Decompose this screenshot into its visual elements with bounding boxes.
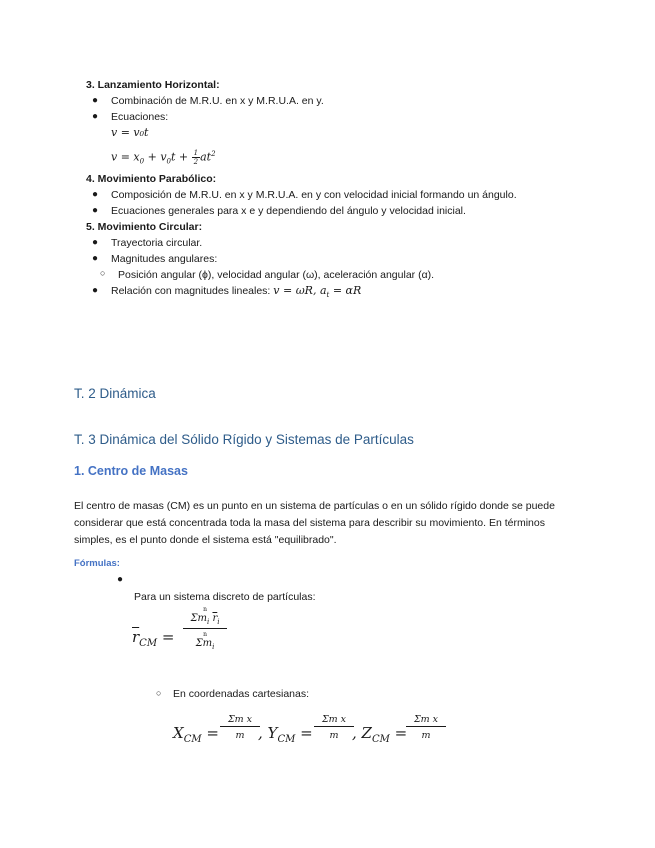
- list-item-4-heading: 4. Movimiento Parabólico:: [86, 173, 217, 185]
- cartesian-label: En coordenadas cartesianas:: [173, 688, 310, 700]
- cm-definition-paragraph: [74, 498, 594, 549]
- bullet-icon: ●: [92, 95, 99, 106]
- heading-t2: T. 2 Dinámica: [74, 386, 156, 401]
- list-item-4-bullet-1: Composición de M.R.U. en x y M.R.U.A. en y con velocidad inicial formando un ángulo.: [111, 189, 517, 201]
- zcm-fraction: Σm x m: [406, 714, 446, 741]
- paragraph-line-2: considerar que está concentrada toda la masa del sistema para describir su movimiento. En términos: [74, 517, 545, 529]
- list-item-5-heading: 5. Movimiento Circular:: [86, 221, 203, 233]
- discrete-system-label: Para un sistema discreto de partículas:: [134, 591, 316, 603]
- eq2-part-c: t +: [171, 150, 192, 164]
- bullet-icon: ●: [92, 285, 99, 296]
- list-item-3-heading: 3. Lanzamiento Horizontal:: [86, 79, 220, 91]
- rcm-fraction: n $\Sigma m_i$ $\overline{r}_i$ n $\Sigma m_i$: [183, 606, 227, 651]
- bullet-icon: ●: [92, 237, 99, 248]
- eq2-sub-0b: 0: [166, 157, 172, 166]
- list-item-5-bullet-1: Trayectoria circular.: [111, 237, 203, 249]
- list-item-3-bullet-2: Ecuaciones:: [111, 111, 169, 123]
- bullet-icon: ●: [92, 253, 99, 264]
- zcm-symbol: , $Z_{CM}$ =: [352, 724, 408, 745]
- equation-1: v = v₀t: [111, 126, 149, 139]
- eq2-sup-2: 2: [211, 149, 216, 158]
- paragraph-line-1: El centro de masas (CM) es un punto en un sistema de partículas o en un sólido rígido donde se puede: [74, 500, 555, 512]
- xcm-symbol: $X_{CM}$ =: [173, 724, 219, 745]
- equation-2: [111, 149, 216, 166]
- xcm-fraction: Σm x m: [220, 714, 260, 741]
- bullet-icon: ●: [92, 189, 99, 200]
- ycm-symbol: , $Y_{CM}$ =: [258, 724, 313, 745]
- lineal-relation-math: v = ωR, $a_t = \alpha R$: [273, 284, 362, 300]
- half-fraction: $\frac{1}{2}$: [193, 149, 199, 166]
- bullet-icon: ●: [117, 574, 124, 585]
- list-item-5-bullet-2: Magnitudes angulares:: [111, 253, 218, 265]
- bullet-icon: ●: [92, 205, 99, 216]
- list-item-5-sub-bullet: Posición angular (ϕ), velocidad angular (ω), aceleración angular (α).: [118, 269, 435, 281]
- heading-t3: T. 3 Dinámica del Sólido Rígido y Sistemas de Partículas: [74, 432, 414, 447]
- heading-formulas: Fórmulas:: [74, 558, 120, 569]
- eq2-sub-0: 0: [139, 157, 145, 166]
- eq2-part-a: v = x: [111, 150, 140, 164]
- rcm-symbol: $\overline{r}_{CM}$ =: [132, 628, 175, 649]
- hollow-bullet-icon: ○: [100, 268, 106, 278]
- eq2-part-b: + v: [144, 150, 167, 164]
- hollow-bullet-icon: ○: [156, 688, 162, 698]
- list-item-4-bullet-2: Ecuaciones generales para x e y dependiendo del ángulo y velocidad inicial.: [111, 205, 466, 217]
- list-item-3-bullet-1: Combinación de M.R.U. en x y M.R.U.A. en y.: [111, 95, 324, 107]
- list-item-5-bullet-3-text: Relación con magnitudes lineales:: [111, 285, 271, 297]
- paragraph-line-3: simples, es el punto donde el sistema está "equilibrado".: [74, 534, 337, 546]
- bullet-icon: ●: [92, 111, 99, 122]
- ycm-fraction: Σm x m: [314, 714, 354, 741]
- eq2-part-d: at: [200, 150, 212, 164]
- heading-centro-de-masas: 1. Centro de Masas: [74, 464, 188, 478]
- list-item-5-bullet-3: [111, 284, 361, 302]
